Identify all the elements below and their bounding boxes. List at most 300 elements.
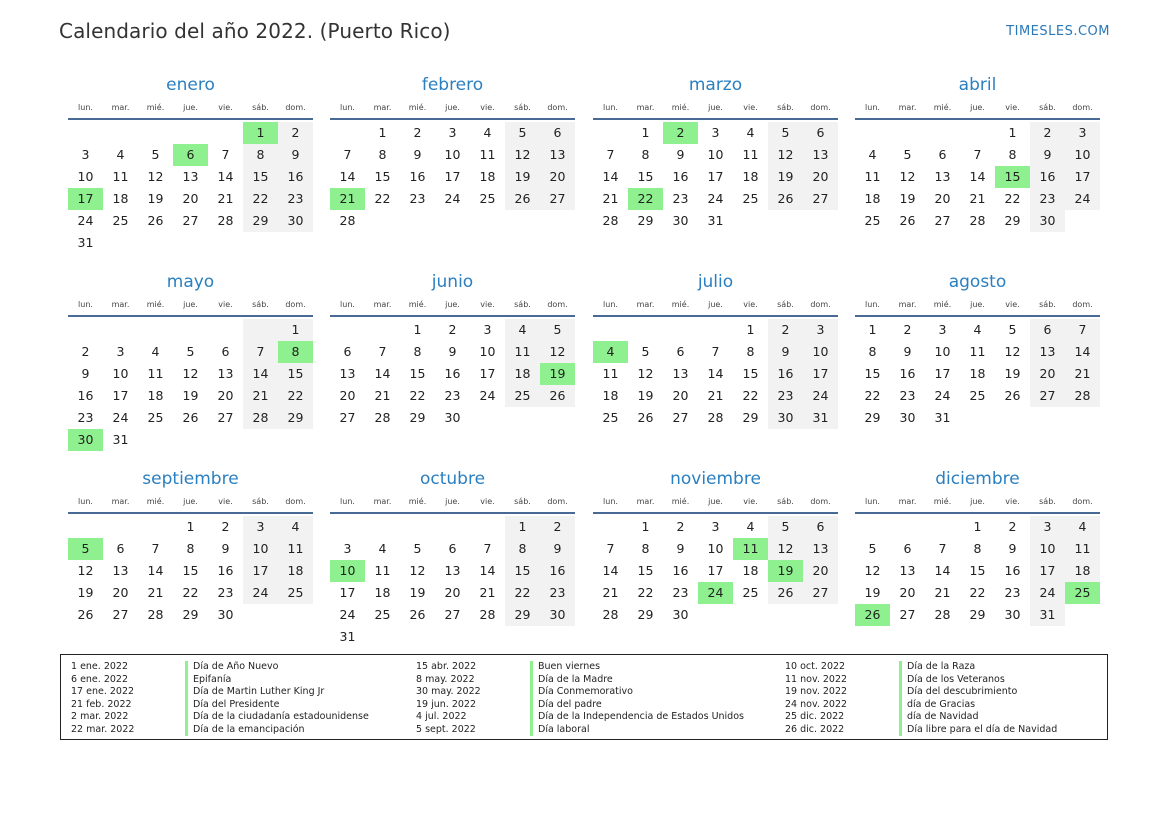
day-cell[interactable]: 17	[1030, 560, 1065, 582]
day-cell[interactable]: 10	[479, 344, 496, 359]
day-cell[interactable]: 16	[672, 169, 689, 184]
day-cell[interactable]: 24	[1030, 582, 1065, 604]
day-cell[interactable]: 18	[864, 191, 881, 206]
day-cell[interactable]: 24	[707, 191, 724, 206]
day-cell[interactable]: 20	[899, 585, 916, 600]
holiday-day-cell[interactable]: 5	[68, 538, 103, 560]
day-cell[interactable]: 10	[112, 366, 129, 381]
day-cell[interactable]: 12	[768, 538, 803, 560]
day-cell[interactable]: 2	[1008, 519, 1017, 534]
day-cell[interactable]: 11	[602, 366, 619, 381]
day-cell[interactable]: 1	[505, 516, 540, 538]
day-cell[interactable]: 15	[374, 169, 391, 184]
day-cell[interactable]: 9	[1008, 541, 1017, 556]
holiday-day-cell[interactable]: 25	[1065, 582, 1100, 604]
day-cell[interactable]: 7	[483, 541, 492, 556]
day-cell[interactable]: 23	[672, 585, 689, 600]
day-cell[interactable]: 26	[147, 213, 164, 228]
holiday-day-cell[interactable]: 24	[698, 582, 733, 604]
day-cell[interactable]: 23	[540, 582, 575, 604]
day-cell[interactable]: 12	[505, 144, 540, 166]
day-cell[interactable]: 29	[969, 607, 986, 622]
day-cell[interactable]: 17	[1065, 166, 1100, 188]
day-cell[interactable]: 7	[221, 147, 230, 162]
holiday-day-cell[interactable]: 17	[68, 188, 103, 210]
day-cell[interactable]: 7	[343, 147, 352, 162]
day-cell[interactable]: 5	[903, 147, 912, 162]
day-cell[interactable]: 21	[147, 585, 164, 600]
day-cell[interactable]: 28	[217, 213, 234, 228]
day-cell[interactable]: 7	[711, 344, 720, 359]
day-cell[interactable]: 13	[540, 144, 575, 166]
day-cell[interactable]: 15	[637, 169, 654, 184]
holiday-day-cell[interactable]: 4	[593, 341, 628, 363]
day-cell[interactable]: 18	[602, 388, 619, 403]
day-cell[interactable]: 12	[409, 563, 426, 578]
day-cell[interactable]: 23	[217, 585, 234, 600]
day-cell[interactable]: 7	[243, 341, 278, 363]
day-cell[interactable]: 6	[540, 122, 575, 144]
day-cell[interactable]: 1	[868, 322, 877, 337]
day-cell[interactable]: 3	[116, 344, 125, 359]
holiday-day-cell[interactable]: 19	[540, 363, 575, 385]
day-cell[interactable]: 4	[505, 319, 540, 341]
day-cell[interactable]: 1	[413, 322, 422, 337]
day-cell[interactable]: 8	[505, 538, 540, 560]
day-cell[interactable]: 12	[864, 563, 881, 578]
day-cell[interactable]: 5	[768, 516, 803, 538]
day-cell[interactable]: 14	[243, 363, 278, 385]
day-cell[interactable]: 21	[969, 191, 986, 206]
day-cell[interactable]: 15	[182, 563, 199, 578]
day-cell[interactable]: 10	[444, 147, 461, 162]
day-cell[interactable]: 11	[864, 169, 881, 184]
day-cell[interactable]: 28	[934, 607, 951, 622]
day-cell[interactable]: 30	[540, 604, 575, 626]
day-cell[interactable]: 24	[1065, 188, 1100, 210]
holiday-day-cell[interactable]: 15	[995, 166, 1030, 188]
day-cell[interactable]: 17	[444, 169, 461, 184]
day-cell[interactable]: 13	[803, 538, 838, 560]
day-cell[interactable]: 11	[479, 147, 496, 162]
day-cell[interactable]: 17	[243, 560, 278, 582]
day-cell[interactable]: 27	[217, 410, 234, 425]
day-cell[interactable]: 21	[479, 585, 496, 600]
day-cell[interactable]: 15	[637, 563, 654, 578]
day-cell[interactable]: 28	[479, 607, 496, 622]
day-cell[interactable]: 3	[938, 322, 947, 337]
day-cell[interactable]: 19	[637, 388, 654, 403]
day-cell[interactable]: 13	[803, 144, 838, 166]
day-cell[interactable]: 8	[746, 344, 755, 359]
day-cell[interactable]: 26	[409, 607, 426, 622]
day-cell[interactable]: 7	[606, 541, 615, 556]
day-cell[interactable]: 7	[606, 147, 615, 162]
day-cell[interactable]: 20	[182, 191, 199, 206]
day-cell[interactable]: 19	[768, 166, 803, 188]
day-cell[interactable]: 7	[938, 541, 947, 556]
day-cell[interactable]: 22	[969, 585, 986, 600]
day-cell[interactable]: 11	[147, 366, 164, 381]
day-cell[interactable]: 17	[934, 366, 951, 381]
day-cell[interactable]: 9	[81, 366, 90, 381]
day-cell[interactable]: 25	[742, 191, 759, 206]
day-cell[interactable]: 6	[1030, 319, 1065, 341]
day-cell[interactable]: 14	[1065, 341, 1100, 363]
day-cell[interactable]: 29	[278, 407, 313, 429]
day-cell[interactable]: 23	[1030, 188, 1065, 210]
day-cell[interactable]: 20	[672, 388, 689, 403]
day-cell[interactable]: 14	[479, 563, 496, 578]
day-cell[interactable]: 27	[444, 607, 461, 622]
day-cell[interactable]: 3	[711, 519, 720, 534]
day-cell[interactable]: 3	[1030, 516, 1065, 538]
day-cell[interactable]: 18	[969, 366, 986, 381]
day-cell[interactable]: 4	[378, 541, 387, 556]
day-cell[interactable]: 9	[540, 538, 575, 560]
day-cell[interactable]: 12	[540, 341, 575, 363]
day-cell[interactable]: 5	[1008, 322, 1017, 337]
day-cell[interactable]: 8	[868, 344, 877, 359]
day-cell[interactable]: 12	[147, 169, 164, 184]
day-cell[interactable]: 29	[243, 210, 278, 232]
day-cell[interactable]: 18	[1065, 560, 1100, 582]
day-cell[interactable]: 16	[768, 363, 803, 385]
day-cell[interactable]: 22	[742, 388, 759, 403]
day-cell[interactable]: 26	[768, 188, 803, 210]
day-cell[interactable]: 10	[1065, 144, 1100, 166]
day-cell[interactable]: 8	[973, 541, 982, 556]
day-cell[interactable]: 14	[147, 563, 164, 578]
day-cell[interactable]: 26	[768, 582, 803, 604]
day-cell[interactable]: 21	[602, 585, 619, 600]
day-cell[interactable]: 29	[637, 213, 654, 228]
day-cell[interactable]: 19	[77, 585, 94, 600]
day-cell[interactable]: 10	[1030, 538, 1065, 560]
day-cell[interactable]: 9	[768, 341, 803, 363]
day-cell[interactable]: 24	[112, 410, 129, 425]
day-cell[interactable]: 8	[186, 541, 195, 556]
day-cell[interactable]: 15	[742, 366, 759, 381]
day-cell[interactable]: 31	[77, 235, 94, 250]
day-cell[interactable]: 21	[243, 385, 278, 407]
day-cell[interactable]: 31	[934, 410, 951, 425]
day-cell[interactable]: 6	[938, 147, 947, 162]
day-cell[interactable]: 9	[413, 147, 422, 162]
day-cell[interactable]: 20	[339, 388, 356, 403]
day-cell[interactable]: 20	[217, 388, 234, 403]
day-cell[interactable]: 25	[602, 410, 619, 425]
day-cell[interactable]: 13	[217, 366, 234, 381]
day-cell[interactable]: 2	[81, 344, 90, 359]
day-cell[interactable]: 5	[540, 319, 575, 341]
day-cell[interactable]: 27	[182, 213, 199, 228]
day-cell[interactable]: 15	[409, 366, 426, 381]
day-cell[interactable]: 28	[243, 407, 278, 429]
day-cell[interactable]: 8	[243, 144, 278, 166]
day-cell[interactable]: 8	[641, 147, 650, 162]
day-cell[interactable]: 14	[602, 169, 619, 184]
day-cell[interactable]: 22	[864, 388, 881, 403]
day-cell[interactable]: 28	[374, 410, 391, 425]
day-cell[interactable]: 28	[602, 607, 619, 622]
day-cell[interactable]: 25	[742, 585, 759, 600]
day-cell[interactable]: 23	[409, 191, 426, 206]
day-cell[interactable]: 22	[409, 388, 426, 403]
day-cell[interactable]: 5	[868, 541, 877, 556]
day-cell[interactable]: 18	[479, 169, 496, 184]
day-cell[interactable]: 25	[479, 191, 496, 206]
day-cell[interactable]: 25	[112, 213, 129, 228]
day-cell[interactable]: 26	[540, 385, 575, 407]
day-cell[interactable]: 27	[934, 213, 951, 228]
day-cell[interactable]: 30	[672, 607, 689, 622]
day-cell[interactable]: 15	[969, 563, 986, 578]
day-cell[interactable]: 3	[711, 125, 720, 140]
day-cell[interactable]: 2	[278, 122, 313, 144]
day-cell[interactable]: 31	[707, 213, 724, 228]
day-cell[interactable]: 20	[112, 585, 129, 600]
day-cell[interactable]: 20	[934, 191, 951, 206]
day-cell[interactable]: 20	[540, 166, 575, 188]
day-cell[interactable]: 29	[409, 410, 426, 425]
day-cell[interactable]: 27	[803, 188, 838, 210]
day-cell[interactable]: 14	[969, 169, 986, 184]
day-cell[interactable]: 22	[1004, 191, 1021, 206]
day-cell[interactable]: 17	[112, 388, 129, 403]
day-cell[interactable]: 28	[602, 213, 619, 228]
day-cell[interactable]: 3	[81, 147, 90, 162]
day-cell[interactable]: 30	[217, 607, 234, 622]
day-cell[interactable]: 22	[374, 191, 391, 206]
day-cell[interactable]: 27	[540, 188, 575, 210]
day-cell[interactable]: 2	[448, 322, 457, 337]
day-cell[interactable]: 14	[934, 563, 951, 578]
day-cell[interactable]: 16	[1030, 166, 1065, 188]
holiday-day-cell[interactable]: 6	[173, 144, 208, 166]
day-cell[interactable]: 10	[803, 341, 838, 363]
day-cell[interactable]: 1	[378, 125, 387, 140]
day-cell[interactable]: 16	[672, 563, 689, 578]
day-cell[interactable]: 7	[151, 541, 160, 556]
day-cell[interactable]: 29	[864, 410, 881, 425]
day-cell[interactable]: 4	[151, 344, 160, 359]
day-cell[interactable]: 24	[444, 191, 461, 206]
day-cell[interactable]: 30	[672, 213, 689, 228]
day-cell[interactable]: 11	[505, 341, 540, 363]
day-cell[interactable]: 30	[444, 410, 461, 425]
day-cell[interactable]: 4	[746, 519, 755, 534]
day-cell[interactable]: 3	[803, 319, 838, 341]
day-cell[interactable]: 2	[413, 125, 422, 140]
holiday-day-cell[interactable]: 10	[330, 560, 365, 582]
day-cell[interactable]: 13	[1030, 341, 1065, 363]
day-cell[interactable]: 18	[505, 363, 540, 385]
day-cell[interactable]: 24	[77, 213, 94, 228]
day-cell[interactable]: 17	[707, 169, 724, 184]
day-cell[interactable]: 27	[672, 410, 689, 425]
day-cell[interactable]: 6	[343, 344, 352, 359]
day-cell[interactable]: 27	[899, 607, 916, 622]
day-cell[interactable]: 30	[899, 410, 916, 425]
day-cell[interactable]: 23	[899, 388, 916, 403]
day-cell[interactable]: 21	[1065, 363, 1100, 385]
day-cell[interactable]: 31	[803, 407, 838, 429]
day-cell[interactable]: 25	[147, 410, 164, 425]
day-cell[interactable]: 19	[147, 191, 164, 206]
day-cell[interactable]: 12	[182, 366, 199, 381]
holiday-day-cell[interactable]: 2	[663, 122, 698, 144]
day-cell[interactable]: 13	[112, 563, 129, 578]
day-cell[interactable]: 2	[221, 519, 230, 534]
day-cell[interactable]: 16	[1004, 563, 1021, 578]
day-cell[interactable]: 11	[112, 169, 129, 184]
day-cell[interactable]: 6	[903, 541, 912, 556]
day-cell[interactable]: 20	[803, 560, 838, 582]
day-cell[interactable]: 31	[339, 629, 356, 644]
day-cell[interactable]: 16	[409, 169, 426, 184]
day-cell[interactable]: 19	[864, 585, 881, 600]
holiday-day-cell[interactable]: 11	[733, 538, 768, 560]
day-cell[interactable]: 3	[243, 516, 278, 538]
day-cell[interactable]: 1	[641, 519, 650, 534]
day-cell[interactable]: 15	[505, 560, 540, 582]
day-cell[interactable]: 20	[444, 585, 461, 600]
day-cell[interactable]: 16	[278, 166, 313, 188]
day-cell[interactable]: 28	[147, 607, 164, 622]
day-cell[interactable]: 19	[1004, 366, 1021, 381]
day-cell[interactable]: 17	[339, 585, 356, 600]
day-cell[interactable]: 7	[973, 147, 982, 162]
day-cell[interactable]: 21	[374, 388, 391, 403]
day-cell[interactable]: 8	[641, 541, 650, 556]
day-cell[interactable]: 29	[182, 607, 199, 622]
day-cell[interactable]: 9	[278, 144, 313, 166]
day-cell[interactable]: 4	[1065, 516, 1100, 538]
day-cell[interactable]: 19	[182, 388, 199, 403]
day-cell[interactable]: 11	[742, 147, 759, 162]
day-cell[interactable]: 19	[505, 166, 540, 188]
day-cell[interactable]: 4	[278, 516, 313, 538]
brand-link[interactable]: TIMESLES.COM	[1006, 24, 1110, 39]
day-cell[interactable]: 30	[768, 407, 803, 429]
day-cell[interactable]: 16	[899, 366, 916, 381]
day-cell[interactable]: 17	[479, 366, 496, 381]
day-cell[interactable]: 14	[339, 169, 356, 184]
day-cell[interactable]: 17	[707, 563, 724, 578]
day-cell[interactable]: 4	[746, 125, 755, 140]
holiday-day-cell[interactable]: 22	[628, 188, 663, 210]
day-cell[interactable]: 5	[413, 541, 422, 556]
day-cell[interactable]: 23	[672, 191, 689, 206]
day-cell[interactable]: 17	[803, 363, 838, 385]
day-cell[interactable]: 6	[448, 541, 457, 556]
day-cell[interactable]: 14	[374, 366, 391, 381]
day-cell[interactable]: 29	[505, 604, 540, 626]
day-cell[interactable]: 5	[768, 122, 803, 144]
day-cell[interactable]: 28	[707, 410, 724, 425]
day-cell[interactable]: 30	[1004, 607, 1021, 622]
day-cell[interactable]: 8	[378, 147, 387, 162]
day-cell[interactable]: 15	[864, 366, 881, 381]
day-cell[interactable]: 27	[803, 582, 838, 604]
day-cell[interactable]: 23	[1004, 585, 1021, 600]
day-cell[interactable]: 4	[483, 125, 492, 140]
day-cell[interactable]: 29	[742, 410, 759, 425]
holiday-day-cell[interactable]: 8	[278, 341, 313, 363]
day-cell[interactable]: 12	[768, 144, 803, 166]
day-cell[interactable]: 24	[243, 582, 278, 604]
day-cell[interactable]: 6	[803, 516, 838, 538]
day-cell[interactable]: 5	[186, 344, 195, 359]
day-cell[interactable]: 15	[278, 363, 313, 385]
holiday-day-cell[interactable]: 1	[243, 122, 278, 144]
day-cell[interactable]: 2	[768, 319, 803, 341]
day-cell[interactable]: 31	[112, 432, 129, 447]
day-cell[interactable]: 22	[243, 188, 278, 210]
day-cell[interactable]: 4	[868, 147, 877, 162]
day-cell[interactable]: 2	[1030, 122, 1065, 144]
day-cell[interactable]: 2	[676, 519, 685, 534]
day-cell[interactable]: 22	[278, 385, 313, 407]
day-cell[interactable]: 16	[444, 366, 461, 381]
day-cell[interactable]: 18	[147, 388, 164, 403]
day-cell[interactable]: 22	[182, 585, 199, 600]
day-cell[interactable]: 4	[116, 147, 125, 162]
day-cell[interactable]: 18	[374, 585, 391, 600]
day-cell[interactable]: 24	[479, 388, 496, 403]
day-cell[interactable]: 9	[676, 541, 685, 556]
day-cell[interactable]: 12	[637, 366, 654, 381]
day-cell[interactable]: 12	[899, 169, 916, 184]
day-cell[interactable]: 27	[112, 607, 129, 622]
day-cell[interactable]: 24	[803, 385, 838, 407]
day-cell[interactable]: 5	[641, 344, 650, 359]
day-cell[interactable]: 27	[339, 410, 356, 425]
day-cell[interactable]: 18	[742, 563, 759, 578]
day-cell[interactable]: 10	[707, 147, 724, 162]
day-cell[interactable]: 13	[899, 563, 916, 578]
day-cell[interactable]: 16	[540, 560, 575, 582]
day-cell[interactable]: 31	[1030, 604, 1065, 626]
day-cell[interactable]: 13	[934, 169, 951, 184]
day-cell[interactable]: 21	[602, 191, 619, 206]
holiday-day-cell[interactable]: 21	[330, 188, 365, 210]
day-cell[interactable]: 1	[973, 519, 982, 534]
day-cell[interactable]: 12	[1004, 344, 1021, 359]
day-cell[interactable]: 13	[672, 366, 689, 381]
day-cell[interactable]: 25	[278, 582, 313, 604]
day-cell[interactable]: 26	[182, 410, 199, 425]
day-cell[interactable]: 23	[278, 188, 313, 210]
day-cell[interactable]: 22	[637, 585, 654, 600]
day-cell[interactable]: 1	[641, 125, 650, 140]
day-cell[interactable]: 1	[278, 319, 313, 341]
day-cell[interactable]: 21	[707, 388, 724, 403]
day-cell[interactable]: 10	[934, 344, 951, 359]
day-cell[interactable]: 10	[77, 169, 94, 184]
day-cell[interactable]: 18	[112, 191, 129, 206]
day-cell[interactable]: 15	[243, 166, 278, 188]
day-cell[interactable]: 9	[448, 344, 457, 359]
day-cell[interactable]: 20	[1030, 363, 1065, 385]
day-cell[interactable]: 27	[1030, 385, 1065, 407]
day-cell[interactable]: 1	[1008, 125, 1017, 140]
day-cell[interactable]: 2	[540, 516, 575, 538]
day-cell[interactable]: 12	[77, 563, 94, 578]
day-cell[interactable]: 8	[413, 344, 422, 359]
day-cell[interactable]: 10	[707, 541, 724, 556]
